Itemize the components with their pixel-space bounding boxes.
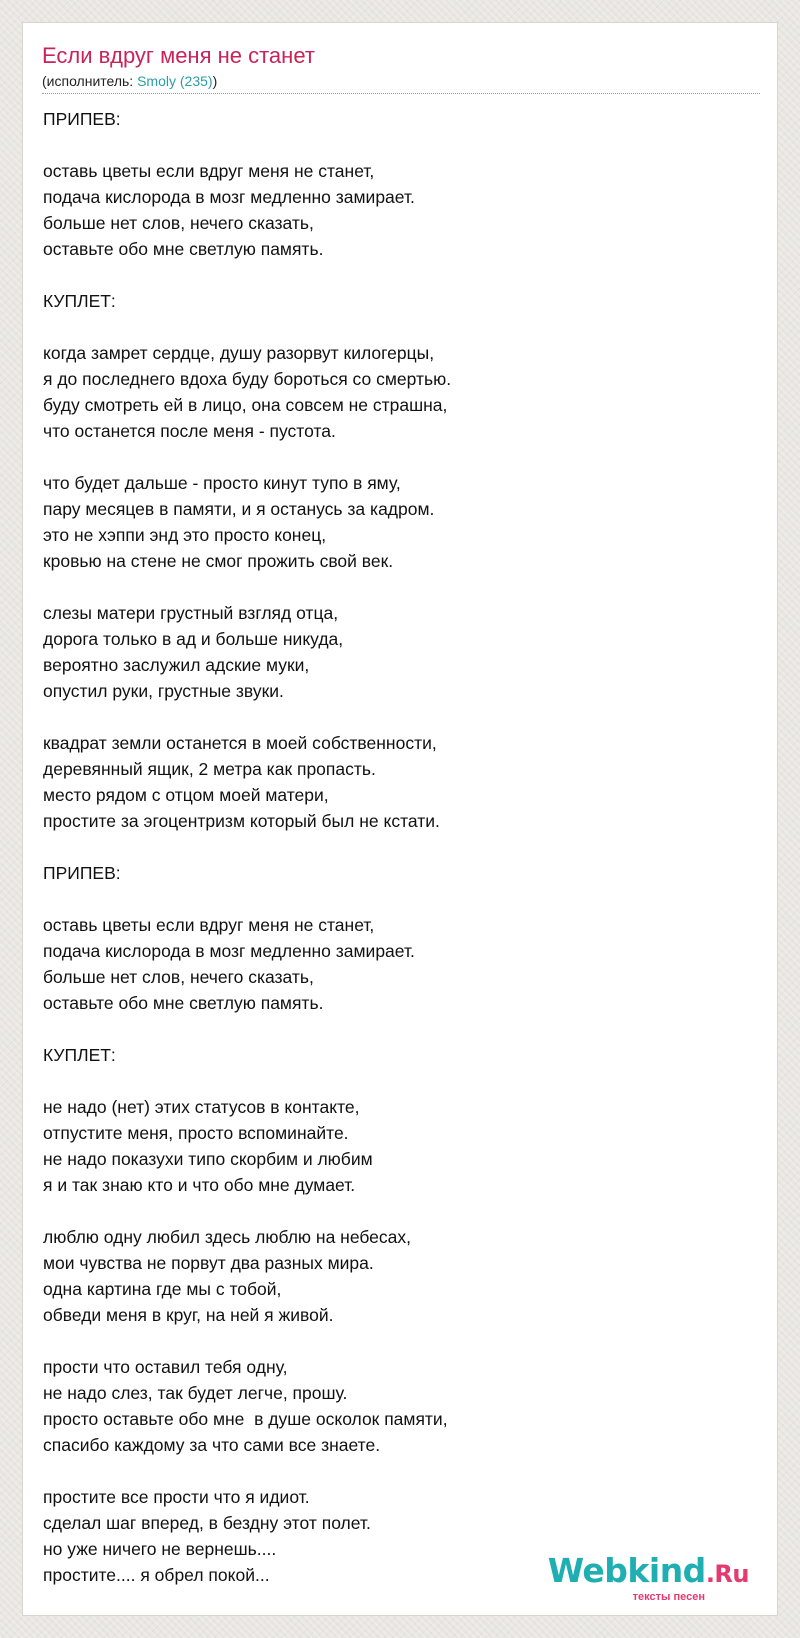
artist-suffix: ) [212, 73, 218, 89]
artist-line [42, 73, 217, 89]
lyrics-blank-line [43, 444, 763, 470]
lyrics-line: подача кислорода в мозг медленно замирает. [43, 941, 415, 961]
artist-link[interactable]: Smoly (235) [137, 73, 213, 89]
lyrics-line: оставь цветы если вдруг меня не станет, [43, 161, 375, 181]
lyrics-line: что останется после меня - пустота. [43, 421, 336, 441]
lyrics-blank-line [43, 314, 763, 340]
lyrics-line: кровью на стене не смог прожить свой век. [43, 551, 394, 571]
lyrics-card [22, 22, 778, 1616]
lyrics-line: люблю одну любил здесь люблю на небесах, [43, 1227, 412, 1247]
lyrics-line: больше нет слов, нечего сказать, [43, 213, 314, 233]
logo-tagline: тексты песен [632, 1591, 705, 1603]
lyrics-line: место рядом с отцом моей матери, [43, 785, 329, 805]
lyrics-blank-line [43, 834, 763, 860]
song-title: Если вдруг меня не станет [42, 43, 315, 68]
lyrics-blank-line [43, 1068, 763, 1094]
logo-wordmark [548, 1551, 749, 1590]
lyrics-line: КУПЛЕТ: [43, 1045, 116, 1065]
lyrics-line: не надо (нет) этих статусов в контакте, [43, 1097, 360, 1117]
lyrics-line: когда замрет сердце, душу разорвут килогерцы, [43, 343, 435, 363]
lyrics-blank-line [43, 886, 763, 912]
lyrics-line: ПРИПЕВ: [43, 109, 121, 129]
lyrics-line: не надо показухи типо скорбим и любим [43, 1149, 373, 1169]
lyrics-line: но уже ничего не вернешь.... [43, 1539, 277, 1559]
lyrics-line: сделал шаг вперед, в бездну этот полет. [43, 1513, 371, 1533]
logo-main-text: Webkind [547, 1551, 706, 1590]
lyrics-line: мои чувства не порвут два разных мира. [43, 1253, 374, 1273]
lyrics-line: оставьте обо мне светлую память. [43, 239, 324, 259]
artist-prefix: (исполнитель: [42, 73, 138, 89]
lyrics-line: подача кислорода в мозг медленно замирает. [43, 187, 415, 207]
lyrics-text [43, 106, 763, 1588]
lyrics-blank-line [43, 132, 763, 158]
lyrics-line: обведи меня в круг, на ней я живой. [43, 1305, 334, 1325]
lyrics-blank-line [43, 1198, 763, 1224]
lyrics-line: оставь цветы если вдруг меня не станет, [43, 915, 375, 935]
lyrics-line: больше нет слов, нечего сказать, [43, 967, 314, 987]
lyrics-line: оставьте обо мне светлую память. [43, 993, 324, 1013]
lyrics-blank-line [43, 574, 763, 600]
lyrics-line: одна картина где мы с тобой, [43, 1279, 282, 1299]
lyrics-line: деревянный ящик, 2 метра как пропасть. [43, 759, 376, 779]
lyrics-blank-line [43, 262, 763, 288]
lyrics-line: я до последнего вдоха буду бороться со смертью. [43, 369, 452, 389]
lyrics-line: ПРИПЕВ: [43, 863, 121, 883]
site-logo[interactable] [549, 1545, 749, 1615]
lyrics-line: вероятно заслужил адские муки, [43, 655, 310, 675]
lyrics-line: отпустите меня, просто вспоминайте. [43, 1123, 349, 1143]
lyrics-line: пару месяцев в памяти, и я останусь за кадром. [43, 499, 435, 519]
logo-suffix: .Ru [705, 1560, 749, 1588]
lyrics-line: простите.... я обрел покой... [43, 1565, 270, 1585]
lyrics-line: квадрат земли останется в моей собственности, [43, 733, 437, 753]
lyrics-line: буду смотреть ей в лицо, она совсем не страшна, [43, 395, 448, 415]
lyrics-blank-line [43, 1458, 763, 1484]
lyrics-line: просто оставьте обо мне в душе осколок памяти, [43, 1409, 448, 1429]
lyrics-line: прости что оставил тебя одну, [43, 1357, 288, 1377]
lyrics-line: КУПЛЕТ: [43, 291, 116, 311]
lyrics-line: простите все прости что я идиот. [43, 1487, 310, 1507]
lyrics-line: что будет дальше - просто кинут тупо в яму, [43, 473, 401, 493]
divider [42, 93, 760, 94]
lyrics-line: слезы матери грустный взгляд отца, [43, 603, 339, 623]
lyrics-line: простите за эгоцентризм который был не кстати. [43, 811, 440, 831]
lyrics-line: не надо слез, так будет легче, прошу. [43, 1383, 348, 1403]
lyrics-blank-line [43, 1328, 763, 1354]
lyrics-blank-line [43, 1016, 763, 1042]
lyrics-line: опустил руки, грустные звуки. [43, 681, 284, 701]
lyrics-blank-line [43, 704, 763, 730]
lyrics-line: я и так знаю кто и что обо мне думает. [43, 1175, 356, 1195]
lyrics-line: спасибо каждому за что сами все знаете. [43, 1435, 381, 1455]
lyrics-line: дорога только в ад и больше никуда, [43, 629, 344, 649]
lyrics-line: это не хэппи энд это просто конец, [43, 525, 327, 545]
